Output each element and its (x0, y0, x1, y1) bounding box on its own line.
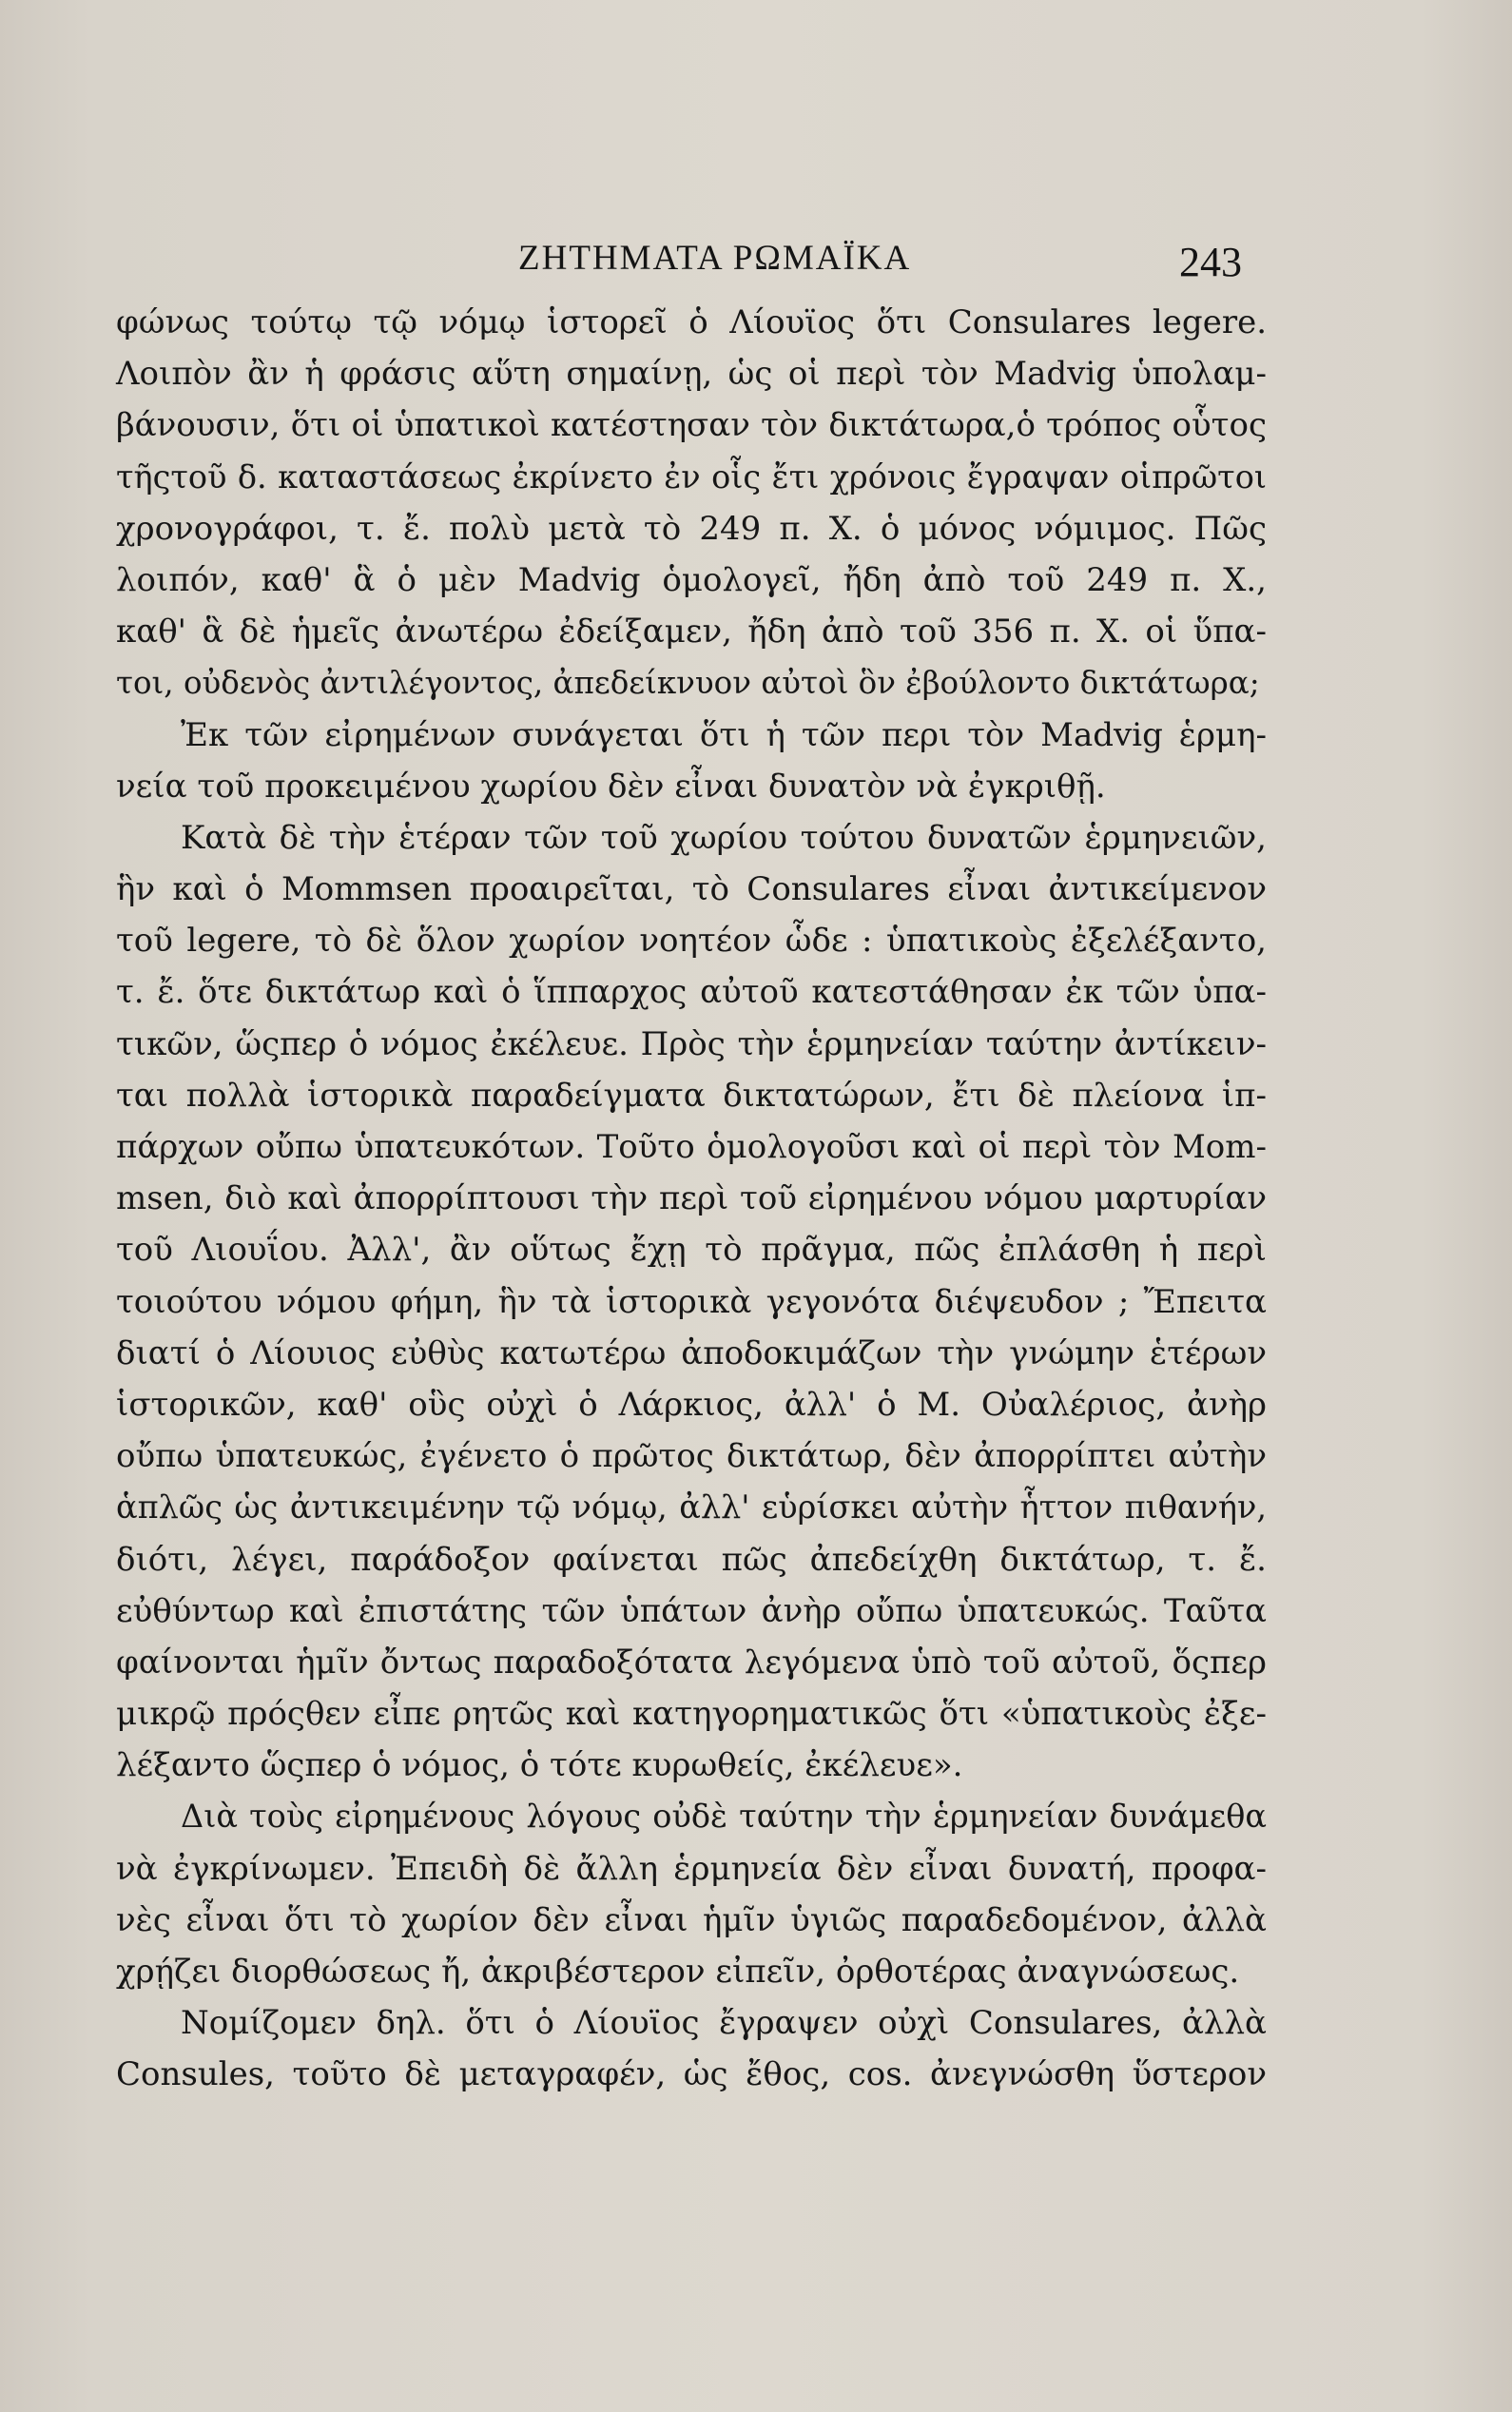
text-line: φαίνονται ἡμῖν ὄντως παραδοξότατα λεγόμενα ὑπὸ τοῦ αὐτοῦ, ὅςπερ (116, 1643, 1267, 1682)
text-line: ἱστορικῶν, καθ' οὓς οὐχὶ ὁ Λάρκιος, ἀλλ' ὁ Μ. Οὐαλέριος, ἀνὴρ (116, 1385, 1267, 1424)
text-line: Λοιπὸν ἂν ἡ φράσις αὕτη σημαίνῃ, ὡς οἱ περὶ τὸν Madvig ὑπολαμ- (116, 355, 1267, 394)
text-line: msen, διὸ καὶ ἀπορρίπτουσι τὴν περὶ τοῦ εἰρημένου νόμου μαρτυρίαν (116, 1179, 1267, 1218)
text-line: Consules, τοῦτο δὲ μεταγραφέν, ὡς ἔθος, cos. ἀνεγνώσθη ὕστερον (116, 2055, 1267, 2094)
text-line: τ. ἔ. ὅτε δικτάτωρ καὶ ὁ ἵππαρχος αὐτοῦ κατεστάθησαν ἐκ τῶν ὑπα- (116, 973, 1267, 1012)
text-line: διότι, λέγει, παράδοξον φαίνεται πῶς ἀπεδείχθη δικτάτωρ, τ. ἔ. (116, 1540, 1267, 1579)
text-line: Νομίζομεν δηλ. ὅτι ὁ Λίουϊος ἔγραψεν οὐχὶ Consulares, ἀλλὰ (181, 2004, 1267, 2043)
text-line: εὐθύντωρ καὶ ἐπιστάτης τῶν ὑπάτων ἀνὴρ οὔπω ὑπατευκώς. Ταῦτα (116, 1591, 1267, 1630)
running-title: ΖΗΤΗΜΑΤΑ ΡΩΜΑΪΚΑ (518, 239, 912, 278)
text-line: οὔπω ὑπατευκώς, ἐγένετο ὁ πρῶτος δικτάτωρ, δὲν ἀπορρίπτει αὐτὴν (116, 1437, 1267, 1476)
text-line: λέξαντο ὥςπερ ὁ νόμος, ὁ τότε κυρωθείς, ἐκέλευε». (116, 1746, 963, 1785)
text-line: τικῶν, ὥςπερ ὁ νόμος ἐκέλευε. Πρὸς τὴν ἑρμηνείαν ταύτην ἀντίκειν- (116, 1024, 1267, 1063)
text-line: ται πολλὰ ἱστορικὰ παραδείγματα δικτατώρων, ἔτι δὲ πλείονα ἱπ- (116, 1076, 1267, 1115)
text-line: Ἐκ τῶν εἰρημένων συνάγεται ὅτι ἡ τῶν περι τὸν Madvig ἑρμη- (181, 715, 1267, 754)
text-line: Κατὰ δὲ τὴν ἑτέραν τῶν τοῦ χωρίου τούτου δυνατῶν ἑρμηνειῶν, (181, 818, 1267, 857)
text-line: χρονογράφοι, τ. ἔ. πολὺ μετὰ τὸ 249 π. Χ. ὁ μόνος νόμιμος. Πῶς (116, 509, 1267, 548)
text-line: πάρχων οὔπω ὑπατευκότων. Τοῦτο ὁμολογοῦσι καὶ οἱ περὶ τὸν Mom- (116, 1128, 1267, 1166)
text-line: λοιπόν, καθ' ἃ ὁ μὲν Madvig ὁμολογεῖ, ἤδη ἀπὸ τοῦ 249 π. Χ., (116, 560, 1267, 599)
text-line: τοῦ Λιουΐου. Ἀλλ', ἂν οὕτως ἔχῃ τὸ πρᾶγμα, πῶς ἐπλάσθη ἡ περὶ (116, 1231, 1267, 1270)
text-line: καθ' ἃ δὲ ἡμεῖς ἀνωτέρω ἐδείξαμεν, ἤδη ἀπὸ τοῦ 356 π. Χ. οἱ ὕπα- (116, 613, 1267, 652)
text-line: Διὰ τοὺς εἰρημένους λόγους οὐδὲ ταύτην τὴν ἑρμηνείαν δυνάμεθα (181, 1798, 1267, 1836)
text-line: νὰ ἐγκρίνωμεν. Ἐπειδὴ δὲ ἄλλη ἑρμηνεία δὲν εἶναι δυνατή, προφα- (116, 1849, 1267, 1888)
text-line: ἁπλῶς ὡς ἀντικειμένην τῷ νόμῳ, ἀλλ' εὑρίσκει αὐτὴν ἧττον πιθανήν, (116, 1488, 1267, 1527)
page-number: 243 (1179, 239, 1242, 285)
text-line: ἣν καὶ ὁ Mommsen προαιρεῖται, τὸ Consulares εἶναι ἀντικείμενον (116, 870, 1267, 909)
text-line: τῆςτοῦ δ. καταστάσεως ἐκρίνετο ἐν οἷς ἔτι χρόνοις ἔγραψαν οἱπρῶτοι (116, 457, 1267, 496)
text-line: νὲς εἶναι ὅτι τὸ χωρίον δὲν εἶναι ἡμῖν ὑγιῶς παραδεδομένον, ἀλλὰ (116, 1900, 1267, 1939)
text-line: φώνως τούτῳ τῷ νόμῳ ἱστορεῖ ὁ Λίουϊος ὅτι Consulares legere. (116, 303, 1267, 341)
body-text (116, 297, 1267, 2101)
text-line: διατί ὁ Λίουιος εὐθὺς κατωτέρω ἀποδοκιμάζων τὴν γνώμην ἑτέρων (116, 1333, 1267, 1372)
text-line: μικρῷ πρόςθεν εἶπε ρητῶς καὶ κατηγορηματικῶς ὅτι «ὑπατικοὺς ἐξε- (116, 1695, 1267, 1734)
text-line: βάνουσιν, ὅτι οἱ ὑπατικοὶ κατέστησαν τὸν δικτάτωρα,ὁ τρόπος οὗτος (116, 406, 1267, 445)
text-line: τοῦ legere, τὸ δὲ ὅλον χωρίον νοητέον ὧδε : ὑπατικοὺς ἐξελέξαντο, (116, 922, 1267, 961)
text-line: τοι, οὐδενὸς ἀντιλέγοντος, ἀπεδείκνυον αὐτοὶ ὃν ἐβούλοντο δικτάτωρα; (116, 665, 1260, 702)
text-line: νεία τοῦ προκειμένου χωρίου δὲν εἶναι δυνατὸν νὰ ἐγκριθῇ. (116, 767, 1106, 806)
text-line: τοιούτου νόμου φήμη, ἣν τὰ ἱστορικὰ γεγονότα διέψευδον ; Ἔπειτα (116, 1282, 1267, 1321)
text-line: χρῄζει διορθώσεως ἤ, ἀκριβέστερον εἰπεῖν, ὀρθοτέρας ἀναγνώσεως. (116, 1953, 1240, 1991)
